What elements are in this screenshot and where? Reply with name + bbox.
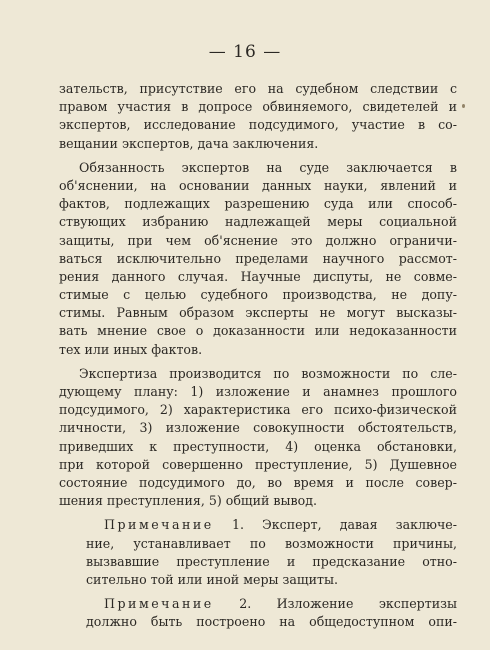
text-line: стимые с целью судебного производства, не допу- (59, 287, 457, 303)
text-line: вать мнение свое о доказанности или недоказанности (59, 323, 457, 339)
text-line: Экспертиза производится по возможности по сле- (79, 365, 457, 381)
note-first-line (86, 595, 457, 613)
paragraph (59, 159, 457, 359)
text-line: должно быть построено на общедоступном опи- (86, 614, 457, 630)
note-text: 2. Изложение экспертизы (213, 596, 457, 612)
text-line: приведших к преступности, 4) оценка обстановки, (59, 438, 457, 454)
text-line: тех или иных фактов. (59, 341, 203, 357)
note-first-line (86, 516, 457, 534)
text-line: при которой совершенно преступление, 5) Душевное (59, 456, 457, 472)
note-label: Примечание (104, 517, 214, 533)
text-line: фактов, подлежащих разрешению суда или способ- (59, 196, 457, 212)
text-line: стимы. Равным образом эксперты не могут высказы- (59, 305, 457, 321)
text-line: рения данного случая. Научные диспуты, не совме- (59, 268, 457, 284)
text-line: ние, устанавливает по возможности причины, (86, 535, 457, 551)
text-line: шения преступления, 5) общий вывод. (59, 493, 317, 509)
note-label: Примечание (104, 596, 214, 612)
text-line: защиты, при чем об'яснение это должно ограничи- (59, 232, 457, 248)
text-line: ваться исключительно пределами научного рассмот- (59, 250, 457, 266)
note (59, 595, 457, 631)
ink-spot (462, 104, 465, 108)
note-text: 1. Эксперт, давая заключе- (213, 517, 457, 533)
text-line: экспертов, исследование подсудимого, участие в со- (59, 117, 457, 133)
text-line: вещании экспертов, дача заключения. (59, 135, 319, 151)
text-line: личности, 3) изложение совокупности обстоятельств, (59, 420, 457, 436)
text-line: состояние подсудимого до, во время и после совер- (59, 474, 457, 490)
text-line: об'яснении, на основании данных науки, явлений и (59, 177, 457, 193)
text-line: правом участия в допросе обвиняемого, свидетелей и (59, 99, 457, 115)
paragraph (59, 365, 457, 511)
note (59, 516, 457, 589)
text-line: ствующих избранию надлежащей меры социальной (59, 214, 457, 230)
text-line: Обязанность экспертов на суде заключается в (79, 159, 457, 175)
paragraph (59, 80, 457, 153)
body-text (59, 80, 457, 631)
text-line: вызвавшие преступление и предсказание отно- (86, 553, 457, 569)
text-line: зательств, присутствие его на судебном следствии с (59, 81, 457, 96)
text-line: сительно той или иной меры защиты. (86, 571, 339, 587)
page-number: — 16 — (208, 42, 282, 62)
text-line: подсудимого, 2) характеристика его психо-физической (59, 402, 457, 418)
text-line: дующему плану: 1) изложение и анамнез прошлого (59, 384, 457, 399)
